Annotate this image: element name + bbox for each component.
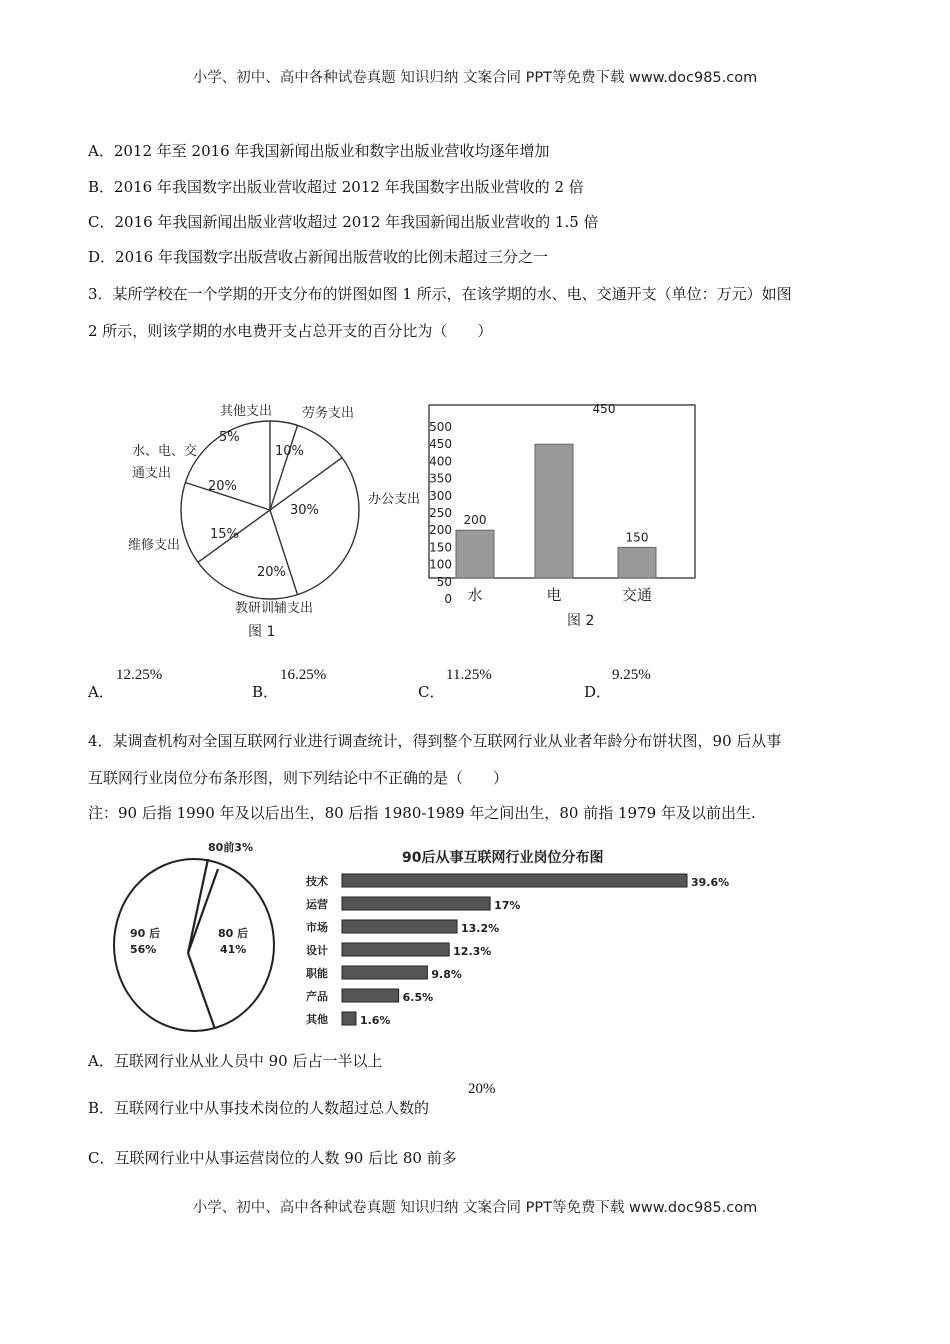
pie3-label-80: 80 后 bbox=[218, 927, 249, 940]
q4-note: 注：90 后指 1990 年及以后出生，80 后指 1980-1989 年之间出生，80 前指 1979 年及以前出生. bbox=[88, 804, 756, 822]
bar2-ytick-label: 50 bbox=[436, 574, 452, 589]
page-footer: 小学、初中、高中各种试卷真题 知识归纳 文案合同 PPT等免费下载 www.doc985.com bbox=[192, 1200, 758, 1216]
q3-option-b-value: 16.25% bbox=[280, 667, 327, 683]
bar4-category-label: 技术 bbox=[306, 875, 328, 888]
q2-option-a: A．2012 年至 2016 年我国新闻出版业和数字出版业营收均逐年增加 bbox=[88, 142, 550, 160]
q4-option-b-value: 20% bbox=[468, 1081, 496, 1097]
pie3-slice-boundary bbox=[188, 953, 215, 1029]
q4-job-bar-chart bbox=[300, 840, 750, 1030]
bar4-data-label: 6.5% bbox=[402, 991, 434, 1004]
pie1-pct-labor: 10% bbox=[275, 444, 304, 459]
pie1-pct-office: 30% bbox=[290, 503, 319, 518]
bar4-data-label: 17% bbox=[494, 899, 521, 912]
pie1-label-water-2: 通支出 bbox=[132, 466, 172, 481]
bar2-category-label: 电 bbox=[546, 586, 562, 604]
pie1-pct-other: 5% bbox=[219, 430, 240, 445]
pie1-label-maintenance: 维修支出 bbox=[128, 538, 181, 553]
q3-stem-line2: 2 所示，则该学期的水电费开支占总开支的百分比为（ ） bbox=[88, 322, 493, 340]
bar4-category-label: 运营 bbox=[306, 898, 328, 911]
bar4-data-label: 12.3% bbox=[453, 945, 492, 958]
pie3-pct-90: 56% bbox=[130, 943, 157, 956]
bar2-ytick-label: 400 bbox=[429, 454, 452, 469]
bar2-ytick-label: 0 bbox=[444, 592, 452, 606]
bar4-category-label: 设计 bbox=[306, 944, 328, 957]
q4-stem-line2: 互联网行业岗位分布条形图，则下列结论中不正确的是（ ） bbox=[88, 769, 509, 787]
bar2-ytick-label: 500 bbox=[429, 420, 452, 434]
q3-option-b-label: B． bbox=[252, 683, 279, 701]
bar2-title: 图 2 bbox=[567, 613, 595, 629]
q2-option-b: B．2016 年我国数字出版业营收超过 2012 年我国数字出版业营收的 2 倍 bbox=[88, 178, 584, 196]
bar2-ytick-label: 350 bbox=[429, 471, 452, 486]
q3-option-a-value: 12.25% bbox=[116, 667, 163, 683]
bar4-category-label: 产品 bbox=[306, 990, 328, 1003]
bar4-data-label: 1.6% bbox=[359, 1014, 391, 1027]
q2-option-d: D．2016 年我国数字出版营收占新闻出版营收的比例未超过三分之一 bbox=[88, 248, 548, 266]
bar4-bar bbox=[342, 897, 490, 910]
q4-stem-line1: 4．某调查机构对全国互联网行业进行调查统计，得到整个互联网行业从业者年龄分布饼状图，90 后从事 bbox=[88, 732, 782, 750]
q3-option-c-label: C． bbox=[418, 683, 445, 701]
bar4-bar bbox=[342, 874, 687, 887]
bar4-bar bbox=[342, 989, 399, 1002]
bar2-ytick-label: 450 bbox=[429, 437, 452, 452]
pie1-slice-boundary bbox=[270, 510, 298, 595]
pie1-label-research: 教研训辅支出 bbox=[235, 601, 314, 616]
bar2-data-label: 150 bbox=[625, 530, 649, 545]
q4-option-c: C．互联网行业中从事运营岗位的人数 90 后比 80 前多 bbox=[88, 1149, 457, 1167]
bar2-ytick-label: 150 bbox=[429, 540, 452, 555]
q3-stem-line1: 3．某所学校在一个学期的开支分布的饼图如图 1 所示，在该学期的水、电、交通开支（单位：万元）如图 bbox=[88, 285, 792, 303]
bar4-category-label: 市场 bbox=[306, 921, 328, 934]
bar4-bar bbox=[342, 920, 457, 933]
pie1-pct-water: 20% bbox=[208, 479, 237, 494]
bar2-category-label: 水 bbox=[467, 586, 483, 604]
pie1-label-other: 其他支出 bbox=[220, 404, 273, 419]
pie1-label-office: 办公支出 bbox=[368, 492, 421, 507]
bar2-bar bbox=[535, 444, 573, 578]
q4-option-b: B．互联网行业中从事技术岗位的人数超过总人数的 bbox=[88, 1099, 430, 1117]
bar4-category-label: 职能 bbox=[306, 967, 328, 980]
pie1-pct-research: 20% bbox=[257, 565, 286, 580]
q2-option-c: C．2016 年我国新闻出版业营收超过 2012 年我国新闻出版业营收的 1.5 倍 bbox=[88, 213, 599, 231]
page-header: 小学、初中、高中各种试卷真题 知识归纳 文案合同 PPT等免费下载 www.doc985.com bbox=[192, 70, 758, 86]
q3-option-a-label: A． bbox=[88, 683, 114, 701]
pie3-pct-80: 41% bbox=[220, 943, 247, 956]
bar2-ytick-label: 100 bbox=[429, 557, 452, 572]
pie1-label-water-1: 水、电、交 bbox=[132, 444, 198, 459]
pie1-slice-boundary bbox=[270, 425, 298, 510]
q3-figure1-pie-chart bbox=[120, 395, 390, 645]
bar2-ytick-label: 200 bbox=[429, 523, 452, 538]
q4-option-a: A．互联网行业从业人员中 90 后占一半以上 bbox=[88, 1052, 383, 1070]
bar2-bar bbox=[456, 530, 494, 578]
bar2-bar bbox=[618, 547, 656, 578]
pie3-label-pre80: 80前3% bbox=[208, 841, 253, 854]
bar2-ytick-label: 250 bbox=[429, 506, 452, 520]
pie1-pct-maintenance: 15% bbox=[210, 527, 239, 542]
pie1-label-labor: 劳务支出 bbox=[302, 406, 355, 421]
bar4-bar bbox=[342, 966, 427, 979]
q3-option-d-label: D． bbox=[584, 683, 612, 701]
q3-figure2-bar-chart bbox=[425, 395, 705, 635]
q3-option-c-value: 11.25% bbox=[446, 667, 492, 683]
bar4-data-label: 9.8% bbox=[431, 968, 462, 981]
pie1-title: 图 1 bbox=[248, 624, 276, 640]
bar2-category-label: 交通 bbox=[621, 586, 653, 604]
bar4-data-label: 39.6% bbox=[691, 876, 730, 889]
bar4-title: 90后从事互联网行业岗位分布图 bbox=[402, 850, 604, 866]
bar4-bar bbox=[342, 1012, 356, 1025]
bar2-ytick-label: 300 bbox=[429, 488, 452, 503]
q3-option-d-value: 9.25% bbox=[612, 667, 651, 683]
bar2-data-label: 450 bbox=[592, 402, 616, 416]
pie3-label-90: 90 后 bbox=[130, 927, 161, 940]
bar4-bar bbox=[342, 943, 449, 956]
q4-age-pie-chart bbox=[110, 835, 290, 1035]
bar2-data-label: 200 bbox=[463, 513, 487, 528]
bar4-data-label: 13.2% bbox=[461, 922, 500, 935]
bar4-category-label: 其他 bbox=[306, 1013, 328, 1026]
